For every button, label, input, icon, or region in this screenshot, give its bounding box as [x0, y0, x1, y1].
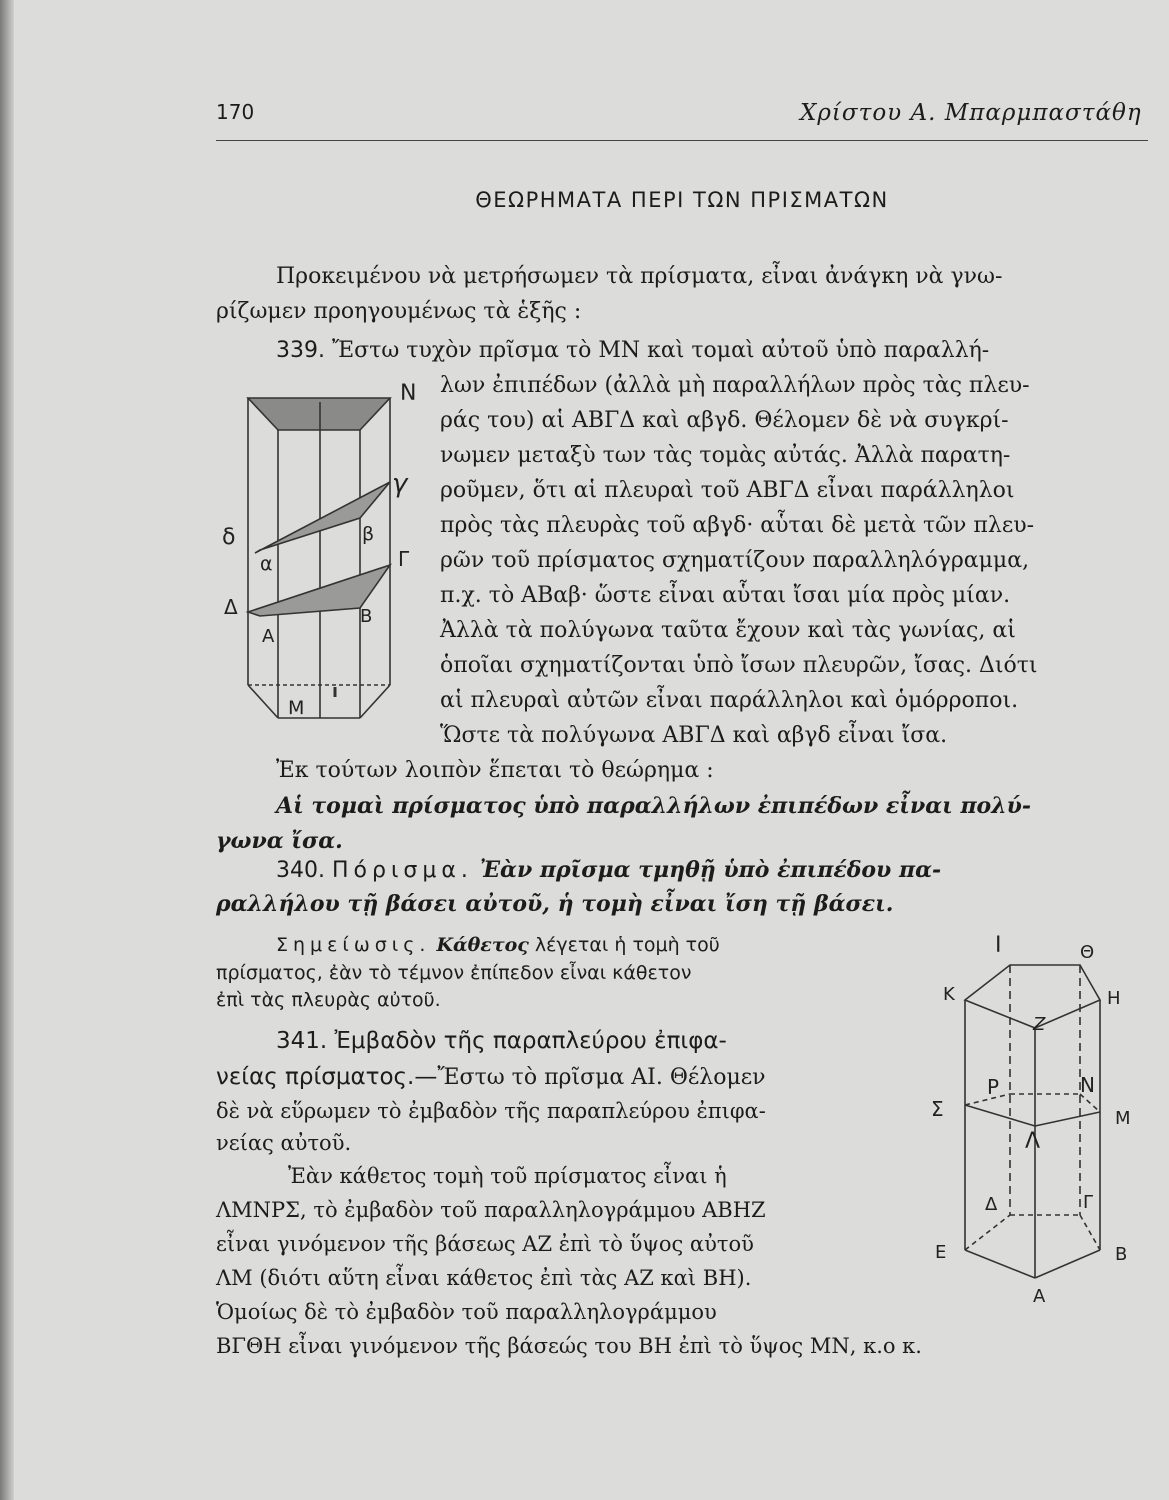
text-line: ΛΜ (διότι αὕτη εἶναι κάθετος ἐπὶ τὰς ΑΖ καὶ ΒΗ). — [216, 1266, 752, 1290]
label-Lambda: Λ — [1025, 1129, 1041, 1154]
label-B: Β — [360, 606, 373, 627]
heading-line: νείας πρίσματος.— — [216, 1064, 438, 1090]
text-line: νείας αὐτοῦ. — [216, 1131, 352, 1155]
top-face — [248, 398, 390, 430]
text-line: Ὁμοίως δὲ τὸ ἐμβαδὸν τοῦ παραλληλογράμμου — [216, 1300, 717, 1324]
text-line: νωμεν μεταξὺ των τὰς τομὰς αὐτάς. Ἀλλὰ παρατη- — [440, 443, 1011, 468]
note-term: Κάθετος — [436, 934, 529, 956]
page-number: 170 — [216, 100, 255, 124]
page-gutter-shadow — [0, 0, 14, 1500]
text-line: ΛΜΝΡΣ, τὸ ἐμβαδὸν τοῦ παραλληλογράμμου ΑΒΗΖ — [216, 1198, 766, 1222]
intro-line: Προκειμένου νὰ μετρήσωμεν τὰ πρίσματα, εἶναι ἀνάγκη νὰ γνω- — [276, 264, 1003, 289]
text-line: ράς του) αἱ ΑΒΓΔ καὶ αβγδ. Θέλομεν δὲ νὰ συγκρί- — [440, 408, 1009, 433]
text-line: Ἐὰν κάθετος τομὴ τοῦ πρίσματος εἶναι ἡ — [288, 1164, 727, 1188]
theorem-line: Αἱ τομαὶ πρίσματος ὑπὸ παραλλήλων ἐπιπέδων εἶναι πολύ- — [276, 793, 1032, 819]
prism-perpendicular-section-figure — [925, 930, 1140, 1310]
label-H: Η — [1107, 988, 1121, 1009]
note-label: Σημείωσις. — [276, 934, 431, 956]
running-title: Χρίστου Α. Μπαρμπαστάθη — [800, 100, 1142, 126]
paragraph-number: 340. — [276, 858, 325, 883]
corollary-text: ραλλήλου τῇ βάσει αὐτοῦ, ἡ τομὴ εἶναι ἴση τῇ βάσει. — [216, 891, 894, 917]
note-first-line — [276, 930, 720, 960]
intro-line: ρίζωμεν προηγουμένως τὰ ἑξῆς : — [216, 299, 582, 324]
heading-line: Ἐμβαδὸν τῆς παραπλεύρου ἐπιφα- — [334, 1028, 727, 1054]
label-alpha-small: α — [260, 553, 273, 575]
label-E: Ε — [935, 1242, 947, 1263]
paragraph-number: 341. — [276, 1028, 328, 1054]
text-line: ΒΓΘΗ εἶναι γινόμενον τῆς βάσεώς του ΒΗ ἐπὶ τὸ ὕψος ΜΝ, κ.ο κ. — [216, 1334, 922, 1358]
paragraph-340-first-line — [276, 855, 941, 886]
label-A: Α — [1033, 1286, 1046, 1307]
label-gamma-small: γ — [392, 469, 408, 499]
text-line: Ὥστε τὰ πολύγωνα ΑΒΓΔ καὶ αβγδ εἶναι ἴσα. — [440, 723, 948, 748]
text-line: Ἔστω τὸ πρῖσμα ΑΙ. Θέλομεν — [437, 1065, 766, 1090]
label-K: Κ — [943, 984, 955, 1005]
corollary-label: Πόρισμα. — [331, 858, 473, 883]
corollary-text: Ἐὰν πρῖσμα τμηθῇ ὑπὸ ἐπιπέδου πα- — [479, 857, 942, 883]
paragraph-341-heading — [276, 1026, 727, 1056]
paragraph-339-first-line — [276, 336, 989, 366]
label-Sigma: Σ — [931, 1097, 944, 1121]
label-N: Ν — [400, 381, 417, 406]
label-P: Ρ — [987, 1075, 1000, 1099]
paragraph-341-second-line — [216, 1062, 766, 1093]
label-M: Μ — [288, 697, 305, 719]
header-rule — [216, 140, 1148, 141]
text-line: εἶναι γινόμενον τῆς βάσεως ΑΖ ἐπὶ τὸ ὕψος αὐτοῦ — [216, 1232, 754, 1256]
label-Delta: Δ — [224, 595, 238, 619]
label-delta-small: δ — [222, 525, 236, 550]
label-Gamma: Γ — [398, 547, 410, 571]
text-line: πρίσματος, ἐὰν τὸ τέμνον ἐπίπεδον εἶναι κάθετον — [216, 962, 692, 984]
label-N: Ν — [1080, 1073, 1095, 1097]
text-line: λων ἐπιπέδων (ἀλλὰ μὴ παραλλήλων πρὸς τὰς πλευ- — [440, 373, 1030, 398]
label-I: Ι — [995, 933, 1002, 958]
text-line: Ἀλλὰ τὰ πολύγωνα ταῦτα ἔχουν καὶ τὰς γωνίας, αἱ — [440, 618, 1016, 643]
text-line: π.χ. τὸ ΑΒαβ· ὥστε εἶναι αὗται ἴσαι μία πρὸς μίαν. — [440, 583, 1011, 608]
text-line: ὁποῖαι σχηματίζονται ὑπὸ ἴσων πλευρῶν, ἴσας. Διότι — [440, 653, 1038, 678]
prism-section-figure — [220, 370, 440, 740]
text-line: δὲ νὰ εὕρωμεν τὸ ἐμβαδὸν τῆς παραπλεύρου ἐπιφα- — [216, 1099, 766, 1123]
label-B: Β — [1115, 1244, 1128, 1265]
text-line: αἱ πλευραὶ αὐτῶν εἶναι παράλληλοι καὶ ὁμόρροποι. — [440, 688, 1019, 713]
text-line: ροῦμεν, ὅτι αἱ πλευραὶ τοῦ ΑΒΓΔ εἶναι παράλληλοι — [440, 478, 1015, 503]
text-line: Ἐκ τούτων λοιπὸν ἕπεται τὸ θεώρημα : — [276, 758, 714, 783]
text-line: Ἔστω τυχὸν πρῖσμα τὸ ΜΝ καὶ τομαὶ αὐτοῦ ὑπὸ παραλλή- — [331, 338, 990, 363]
text-line: πρὸς τὰς πλευρὰς τοῦ αβγδ· αὗται δὲ μετὰ τῶν πλευ- — [440, 513, 1035, 538]
paragraph-number: 339. — [276, 338, 325, 363]
section-title: ΘΕΩΡΗΜΑΤΑ ΠΕΡΙ ΤΩΝ ΠΡΙΣΜΑΤΩΝ — [475, 188, 889, 212]
text-line: ἐπὶ τὰς πλευρὰς αὐτοῦ. — [216, 989, 441, 1011]
label-Z: Ζ — [1033, 1014, 1046, 1035]
text-line: λέγεται ἡ τομὴ τοῦ — [534, 934, 720, 956]
label-Gamma: Γ — [1083, 1192, 1094, 1213]
label-Theta: Θ — [1080, 942, 1095, 963]
theorem-line: γωνα ἴσα. — [216, 828, 343, 854]
label-Delta: Δ — [985, 1194, 998, 1215]
label-A: Α — [262, 626, 275, 647]
label-beta-small: β — [362, 523, 375, 545]
label-M: Μ — [1115, 1108, 1131, 1129]
text-line: ρῶν τοῦ πρίσματος σχηματίζουν παραλληλόγραμμα, — [440, 548, 1030, 573]
